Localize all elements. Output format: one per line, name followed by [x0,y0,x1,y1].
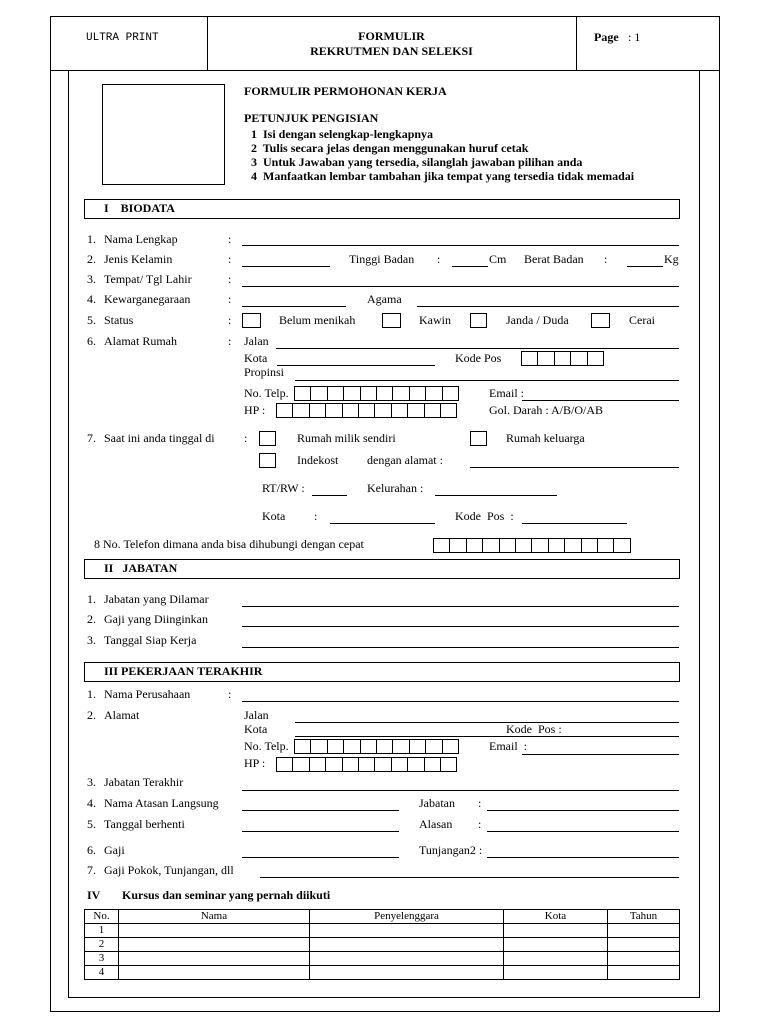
column-header: Penyelenggara [310,910,504,924]
no-telp-label: No. Telp. [244,386,289,400]
item-number: 5. [87,313,96,327]
kota-field[interactable] [295,736,679,737]
kursus-table [84,909,680,980]
item-number: 3. [87,272,96,286]
gaji-diinginkan-field[interactable] [242,626,679,627]
nama-perusahaan-label: Nama Perusahaan [104,687,191,701]
nama-atasan-label: Nama Atasan Langsung [104,796,219,810]
kota-field[interactable] [277,365,435,366]
indekost-checkbox[interactable] [259,453,276,468]
kota-field[interactable] [330,523,435,524]
indekost-label: Indekost [297,453,339,467]
jabatan-terakhir-label: Jabatan Terakhir [104,775,184,789]
tinggi-badan-label: Tinggi Badan [349,252,415,266]
instruction-item: 2 Tulis secara jelas dengan menggunakan huruf cetak [251,141,529,155]
header-separator-right [576,16,577,70]
kota-label: Kota [244,722,268,736]
telefon-cepat-label: 8 No. Telefon dimana anda bisa dihubungi dengan cepat [94,537,364,551]
header-title-line1: FORMULIR [358,29,425,43]
alasan-label: Alasan [419,817,453,831]
hp-boxes[interactable] [277,403,457,418]
hp-label: HP : [244,403,266,417]
jabatan-dilamar-label: Jabatan yang Dilamar [104,592,209,606]
jalan-label: Jalan [244,334,269,348]
alamat-rumah-label: Alamat Rumah [104,334,177,348]
email-label: Email : [489,386,524,400]
rt-rw-field[interactable] [312,495,347,496]
tunjangan-field[interactable] [487,857,679,858]
form-title: FORMULIR PERMOHONAN KERJA [244,84,447,98]
tinggal-label: Saat ini anda tinggal di [104,431,215,445]
nama-lengkap-field[interactable] [242,245,679,246]
column-header: Kota [504,910,608,924]
colon: : [604,252,608,266]
status-janda-duda-label: Janda / Duda [506,313,569,327]
item-number: 7. [87,863,96,877]
item-number: 2. [87,252,96,266]
jabatan-atasan-field[interactable] [487,810,679,811]
row-number: 2 [85,938,119,952]
colon: : [437,252,441,266]
status-belum-menikah-label: Belum menikah [279,313,356,327]
kelurahan-label: Kelurahan : [367,481,424,495]
tinggi-badan-field[interactable] [452,266,488,267]
status-belum-menikah-checkbox[interactable] [242,313,261,328]
kode-pos-label: Kode Pos : [506,722,562,736]
table-cell[interactable] [119,966,310,980]
colon: : [228,687,232,701]
colon: : [228,313,232,327]
instruction-item: 3 Untuk Jawaban yang tersedia, silanglah jawaban pilihan anda [251,155,583,169]
table-cell[interactable] [504,952,608,966]
section-kursus-title: Kursus dan seminar yang pernah diikuti [122,888,331,902]
table-cell[interactable] [608,966,680,980]
instructions-heading: PETUNJUK PENGISIAN [244,111,379,125]
dengan-alamat-label: dengan alamat : [367,453,443,467]
item-number: 1. [87,232,96,246]
rumah-keluarga-checkbox[interactable] [470,431,487,446]
propinsi-label: Propinsi [244,365,285,379]
status-label: Status [104,313,134,327]
gaji-field[interactable] [242,857,399,858]
item-number: 5. [87,817,96,831]
section-jabatan-title: II JABATAN [104,561,178,575]
column-header: Tahun [608,910,680,924]
jenis-kelamin-label: Jenis Kelamin [104,252,173,266]
item-number: 2. [87,612,96,626]
colon: : [228,292,232,306]
kewarganegaraan-field[interactable] [242,306,346,307]
photo-box[interactable] [102,84,225,185]
colon: : [478,817,482,831]
hp-label: HP : [244,756,266,770]
item-number: 4. [87,796,96,810]
table-cell[interactable] [310,966,504,980]
colon: : [228,334,232,348]
no-telp-boxes[interactable] [295,386,459,401]
email-label: Email : [489,739,527,753]
table-cell[interactable] [608,938,680,952]
alasan-field[interactable] [487,831,679,832]
tunjangan-label: Tunjangan2 : [419,843,483,857]
email-field[interactable] [522,754,679,755]
tempat-lahir-label: Tempat/ Tgl Lahir [104,272,192,286]
item-number: 3. [87,633,96,647]
row-number: 4 [85,966,119,980]
section-pekerjaan-title: III PEKERJAAN TERAKHIR [104,664,263,678]
item-number: 6. [87,334,96,348]
table-cell[interactable] [310,938,504,952]
table-cell[interactable] [504,924,608,938]
no-telp-boxes[interactable] [295,739,459,754]
table-cell[interactable] [608,952,680,966]
page-label: Page [594,30,619,44]
kode-pos-field[interactable] [522,523,627,524]
kota-label: Kota [244,351,268,365]
table-cell[interactable] [310,952,504,966]
telefon-cepat-boxes[interactable] [434,538,631,553]
jalan-label: Jalan [244,708,269,722]
status-kawin-label: Kawin [419,313,451,327]
tempat-lahir-field[interactable] [242,286,679,287]
tanggal-berhenti-field[interactable] [242,831,399,832]
rt-rw-label: RT/RW : [262,481,305,495]
indekost-alamat-field[interactable] [470,467,679,468]
berat-badan-label: Berat Badan [524,252,584,266]
agama-label: Agama [367,292,402,306]
kota-label: Kota [262,509,286,523]
table-cell[interactable] [119,952,310,966]
table-row [85,952,680,966]
table-header-row [85,910,680,924]
email-field[interactable] [522,400,679,401]
header-title-line2: REKRUTMEN DAN SELEKSI [310,44,473,58]
kelurahan-field[interactable] [435,495,557,496]
gol-darah-label: Gol. Darah : A/B/O/AB [489,403,603,417]
colon: : [314,509,318,523]
jabatan-dilamar-field[interactable] [242,606,679,607]
agama-field[interactable] [417,306,679,307]
colon: : [228,252,232,266]
table-cell[interactable] [608,924,680,938]
gaji-diinginkan-label: Gaji yang Diinginkan [104,612,208,626]
row-number: 1 [85,924,119,938]
item-number: 7. [87,431,96,445]
table-cell[interactable] [504,938,608,952]
colon: : [478,796,482,810]
row-number: 3 [85,952,119,966]
tanggal-berhenti-label: Tanggal berhenti [104,817,185,831]
berat-badan-field[interactable] [627,266,663,267]
jabatan-terakhir-field[interactable] [242,790,679,791]
rumah-keluarga-label: Rumah keluarga [506,431,585,445]
section-biodata-title: I BIODATA [104,201,175,215]
kode-pos-boxes[interactable] [522,351,604,366]
section-kursus-number: IV [87,888,101,902]
jenis-kelamin-field[interactable] [242,266,330,267]
instruction-item: 1 Isi dengan selengkap-lengkapnya [251,127,434,141]
item-number: 3. [87,775,96,789]
item-number: 1. [87,687,96,701]
rumah-sendiri-label: Rumah milik sendiri [297,431,396,445]
kewarganegaraan-label: Kewarganegaraan [104,292,191,306]
item-number: 1. [87,592,96,606]
status-cerai-checkbox[interactable] [591,313,610,328]
table-row [85,938,680,952]
column-header: Nama [119,910,310,924]
table-cell[interactable] [119,924,310,938]
table-row [85,924,680,938]
cm-unit: Cm [489,252,507,266]
gaji-pokok-field[interactable] [260,877,679,878]
table-cell[interactable] [504,966,608,980]
colon: : [244,431,248,445]
header-separator-left [207,16,208,70]
colon: : [228,272,232,286]
alamat-label: Alamat [104,708,140,722]
propinsi-field[interactable] [295,380,679,381]
column-header: No. [85,910,119,924]
item-number: 6. [87,843,96,857]
page-number: : 1 [628,30,641,44]
tanggal-siap-kerja-label: Tanggal Siap Kerja [104,633,197,647]
tanggal-siap-kerja-field[interactable] [242,647,679,648]
status-kawin-checkbox[interactable] [382,313,401,328]
gaji-pokok-label: Gaji Pokok, Tunjangan, dll [104,863,234,877]
hp-boxes[interactable] [277,757,457,772]
status-janda-duda-checkbox[interactable] [470,313,487,328]
no-telp-label: No. Telp. [244,739,289,753]
item-number: 4. [87,292,96,306]
instruction-item: 4 Manfaatkan lembar tambahan jika tempat yang tersedia tidak memadai [251,169,635,183]
kode-pos-label: Kode Pos [455,351,502,365]
status-cerai-label: Cerai [629,313,655,327]
company-name: ULTRA PRINT [86,32,159,44]
gaji-label: Gaji [104,843,125,857]
jabatan-label: Jabatan [419,796,455,810]
nama-lengkap-label: Nama Lengkap [104,232,178,246]
item-number: 2. [87,708,96,722]
nama-atasan-field[interactable] [242,810,399,811]
table-cell[interactable] [310,924,504,938]
kode-pos-label: Kode Pos : [455,509,514,523]
kg-unit: Kg [664,252,679,266]
table-cell[interactable] [119,938,310,952]
rumah-sendiri-checkbox[interactable] [259,431,276,446]
colon: : [228,232,232,246]
table-row [85,966,680,980]
nama-perusahaan-field[interactable] [242,701,679,702]
jalan-field[interactable] [276,348,679,349]
jalan-field[interactable] [295,722,679,723]
